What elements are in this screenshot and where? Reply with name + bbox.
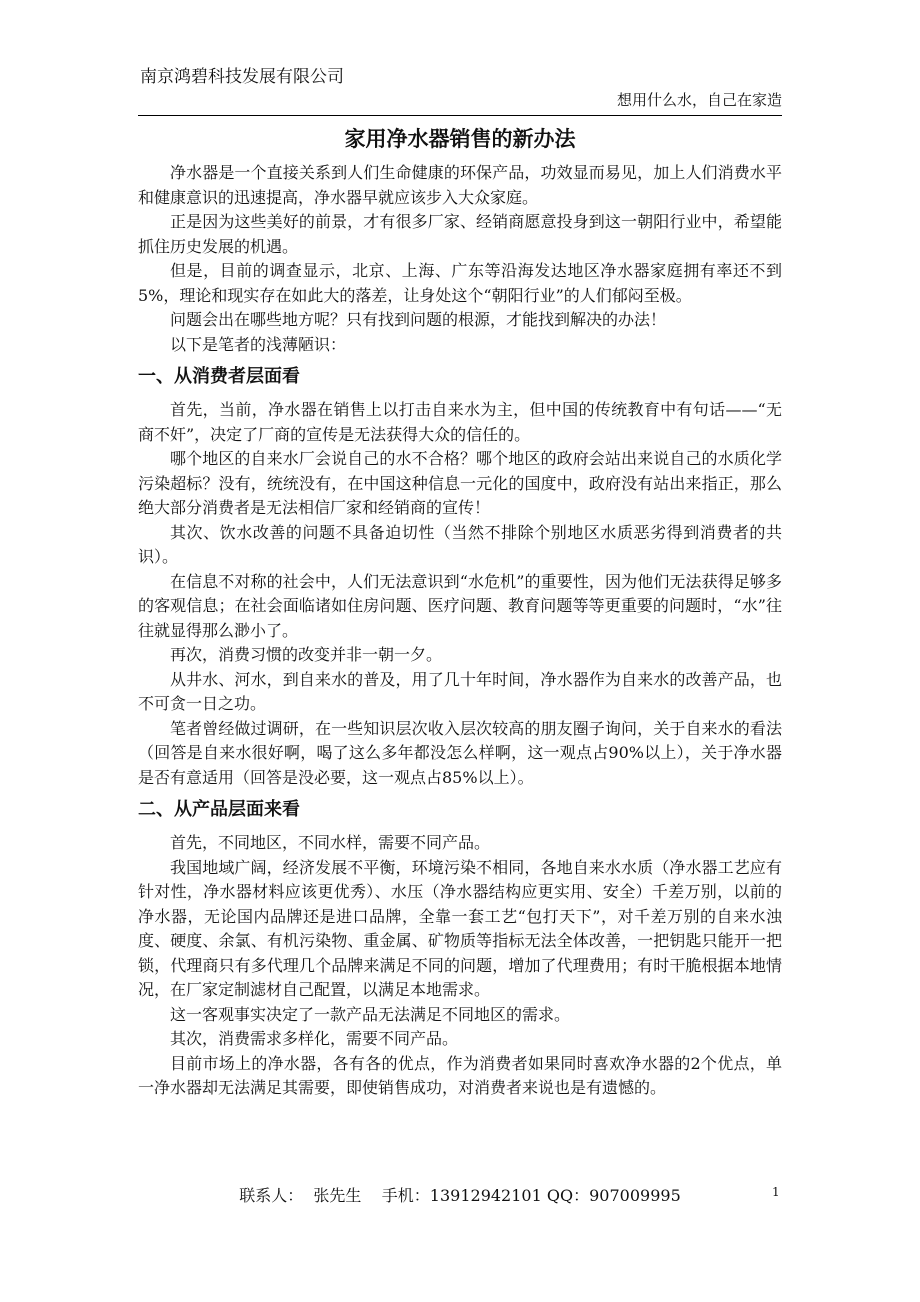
phone-label: 手机：	[381, 1186, 430, 1205]
document-body	[138, 161, 782, 1101]
section-paragraph: 目前市场上的净水器，各有各的优点，作为消费者如果同时喜欢净水器的2个优点，单一净水器却无法满足其需要，即使销售成功，对消费者来说也是有遗憾的。	[138, 1053, 782, 1097]
contact-label: 联系人：	[239, 1186, 304, 1205]
header-slogan: 想用什么水，自己在家造	[616, 91, 782, 109]
intro-paragraph: 净水器是一个直接关系到人们生命健康的环保产品，功效显而易见，加上人们消费水平和健康意识的迅速提高，净水器早就应该步入大众家庭。	[138, 163, 782, 207]
page-number: 1	[772, 1185, 780, 1199]
section-paragraph: 我国地域广阔，经济发展不平衡，环境污染不相同，各地自来水水质（净水器工艺应有针对性，净水器材料应该更优秀）、水压（净水器结构应更实用、安全）千差万别，以前的净水器，无论国内品牌还是进口品牌，全靠一套工艺“包打天下”，对千差万别的自来水浊度、硬度、余氯、有机污染物、重金属、矿物质等指标无法全体改善，一把钥匙只能开一把锁，代理商只有多代理几个品牌来满足不同的问题，增加了代理费用；有时干脆根据本地情况，在厂家定制滤材自己配置，以满足本地需求。	[138, 857, 782, 999]
contact-name: 张先生	[313, 1186, 362, 1205]
qq-number: 907009995	[589, 1186, 681, 1205]
section-consumer	[138, 364, 782, 790]
intro-paragraph: 正是因为这些美好的前景，才有很多厂家、经销商愿意投身到这一朝阳行业中，希望能抓住历史发展的机遇。	[138, 212, 782, 256]
header-company-name: 南京鸿碧科技发展有限公司	[140, 67, 344, 87]
intro-paragraph: 以下是笔者的浅薄陋识：	[170, 334, 347, 354]
header-divider	[138, 115, 782, 116]
section-paragraph: 哪个地区的自来水厂会说自己的水不合格？哪个地区的政府会站出来说自己的水质化学污染超标？没有，统统没有，在中国这种信息一元化的国度中，政府没有站出来指正，那么绝大部分消费者是无法相信厂家和经销商的宣传！	[138, 449, 782, 517]
section-paragraph: 笔者曾经做过调研，在一些知识层次收入层次较高的朋友圈子询问，关于自来水的看法（回答是自来水很好啊，喝了这么多年都没怎么样啊，这一观点占90%以上），关于净水器是否有意适用（回答是没必要，这一观点占85%以上）。	[138, 718, 782, 787]
section-paragraph: 在信息不对称的社会中，人们无法意识到“水危机”的重要性，因为他们无法获得足够多的客观信息；在社会面临诸如住房问题、医疗问题、教育问题等等更重要的问题时，“水”往往就显得那么渺小了。	[138, 571, 782, 640]
section-paragraph: 首先，当前，净水器在销售上以打击自来水为主，但中国的传统教育中有句话——“无商不奸”，决定了厂商的宣传是无法获得大众的信任的。	[138, 400, 782, 444]
section-paragraph: 其次、饮水改善的问题不具备迫切性（当然不排除个别地区水质恶劣得到消费者的共识）。	[138, 522, 782, 566]
document-title: 家用净水器销售的新办法	[344, 127, 576, 151]
intro-paragraph: 问题会出在哪些地方呢？只有找到问题的根源，才能找到解决的办法！	[170, 310, 667, 329]
phone-number: 13912942101	[429, 1186, 542, 1205]
intro-paragraph: 但是，目前的调查显示，北京、上海、广东等沿海发达地区净水器家庭拥有率还不到5%，理论和现实存在如此大的落差，让身处这个“朝阳行业”的人们郁闷至极。	[138, 261, 782, 305]
section-paragraph: 这一客观事实决定了一款产品无法满足不同地区的需求。	[170, 1004, 571, 1024]
section-paragraph: 从井水、河水，到自来水的普及，用了几十年时间，净水器作为自来水的改善产品，也不可贪一日之功。	[138, 669, 782, 713]
section-heading: 二、从产品层面来看	[138, 799, 300, 820]
section-paragraph: 再次，消费习惯的改变并非一朝一夕。	[170, 645, 443, 664]
section-paragraph: 其次，消费需求多样化，需要不同产品。	[170, 1029, 459, 1048]
section-heading: 一、从消费者层面看	[138, 366, 300, 387]
section-product	[138, 797, 782, 1101]
qq-label: QQ：	[546, 1186, 590, 1205]
footer-contact	[0, 1185, 920, 1207]
section-paragraph: 首先，不同地区，不同水样，需要不同产品。	[170, 833, 491, 852]
